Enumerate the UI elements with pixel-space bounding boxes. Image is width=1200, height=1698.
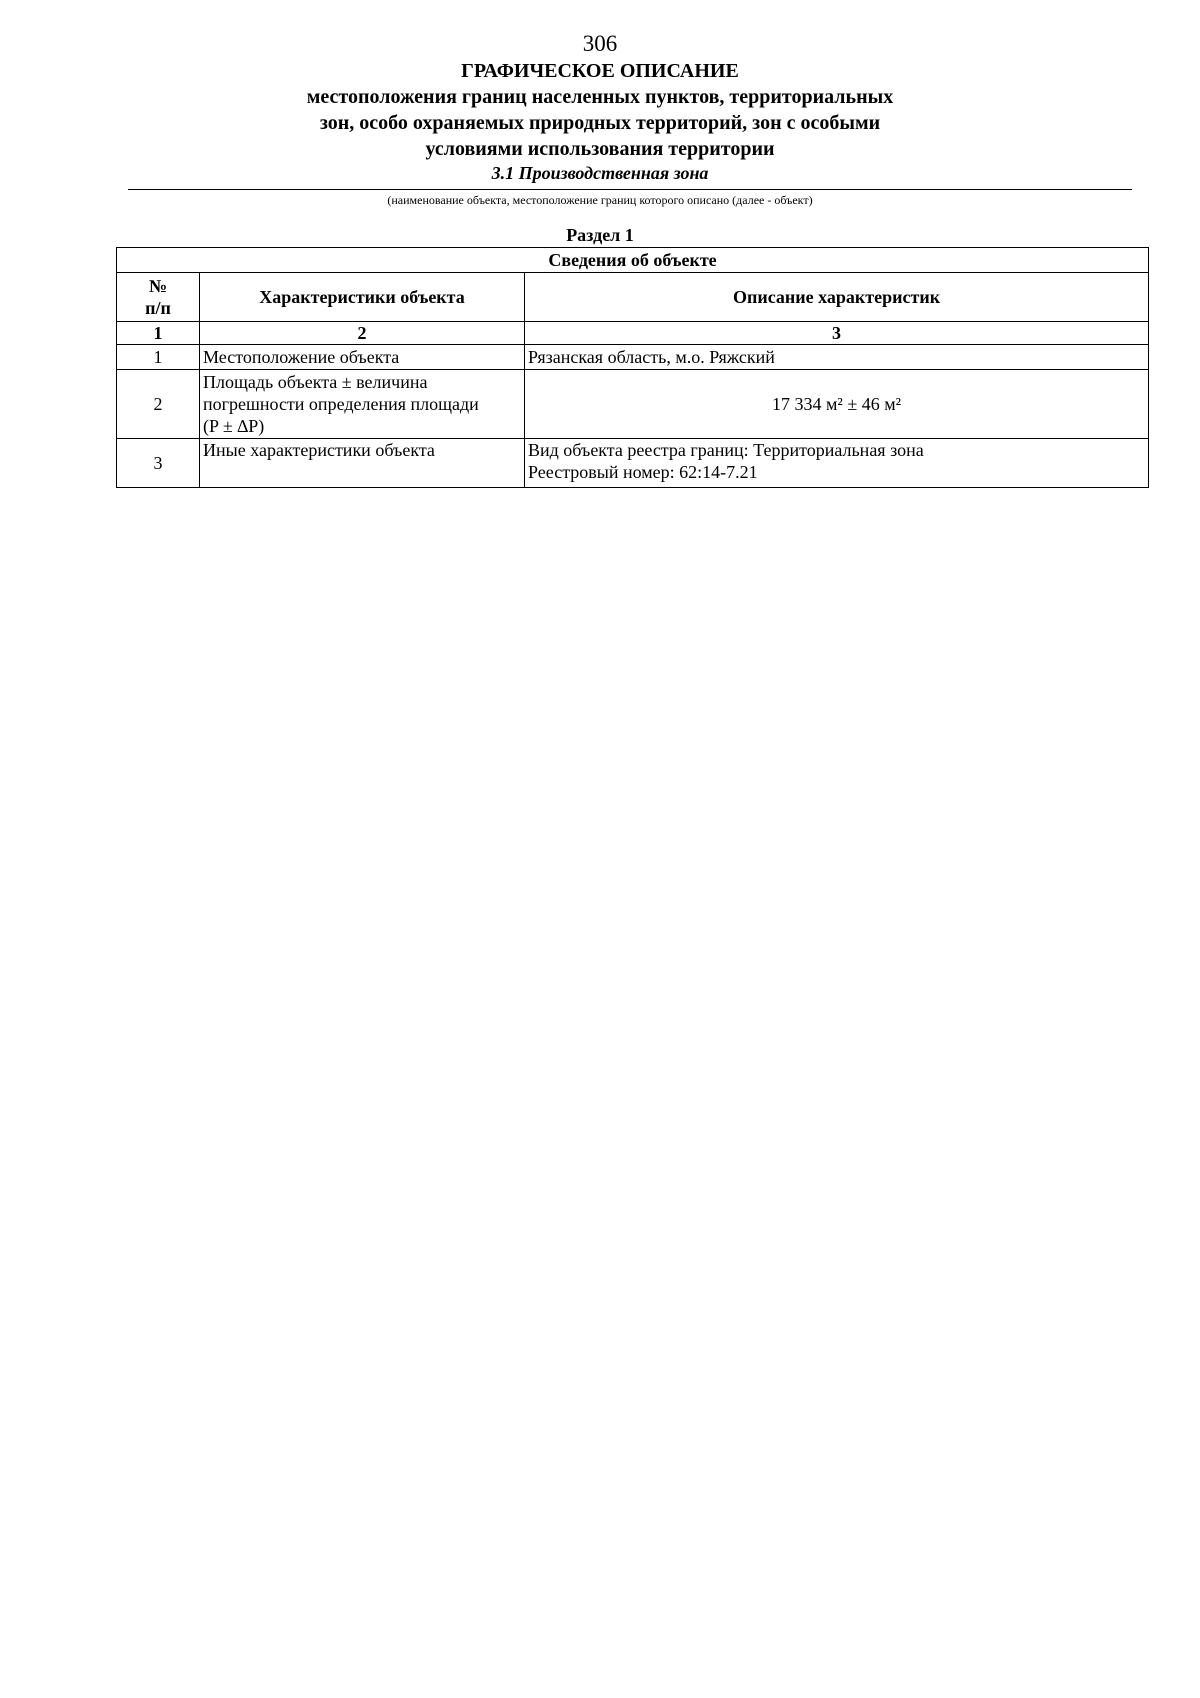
row-description (525, 439, 1149, 488)
row-characteristic-line: Площадь объекта ± величина (203, 372, 428, 392)
document-title (0, 58, 1200, 162)
row-characteristic-line: погрешности определения площади (203, 394, 479, 414)
page-number: 306 (582, 31, 618, 56)
row-characteristic: Местоположение объекта (200, 345, 525, 370)
row-description-line: Вид объекта реестра границ: Территориальная зона (528, 440, 924, 460)
column-number: 1 (117, 322, 200, 345)
header-description: Описание характеристик (525, 273, 1149, 322)
row-num: 3 (117, 439, 200, 488)
header-num-line-1: № (148, 276, 168, 296)
table-row (117, 345, 1149, 370)
row-characteristic: Иные характеристики объекта (200, 439, 525, 488)
section-title: Раздел 1 (566, 225, 634, 245)
object-name-underline (128, 189, 1132, 190)
object-caption: (наименование объекта, местоположение границ которого описано (далее - объект) (387, 193, 813, 207)
row-characteristic-line: (P ± ∆P) (203, 416, 265, 436)
title-line-4: условиями использования территории (425, 138, 775, 160)
row-description-line: Реестровый номер: 62:14-7.21 (528, 462, 758, 482)
row-num: 2 (117, 370, 200, 439)
object-info-table (116, 247, 1149, 488)
table-row (117, 370, 1149, 439)
title-line-1: ГРАФИЧЕСКОЕ ОПИСАНИЕ (461, 60, 739, 82)
row-num: 1 (117, 345, 200, 370)
row-characteristic (200, 370, 525, 439)
row-description: Рязанская область, м.о. Ряжский (525, 345, 1149, 370)
table-caption: Сведения об объекте (117, 248, 1149, 273)
header-characteristics: Характеристики объекта (200, 273, 525, 322)
column-number: 3 (525, 322, 1149, 345)
header-num (117, 273, 200, 322)
title-line-3: зон, особо охраняемых природных территорий, зон с особыми (319, 112, 881, 134)
title-line-2: местоположения границ населенных пунктов, территориальных (306, 86, 894, 108)
row-description: 17 334 м² ± 46 м² (525, 370, 1149, 439)
column-number: 2 (200, 322, 525, 345)
table-row (117, 439, 1149, 488)
header-num-line-2: п/п (145, 298, 171, 318)
object-name: 3.1 Производственная зона (491, 163, 709, 183)
